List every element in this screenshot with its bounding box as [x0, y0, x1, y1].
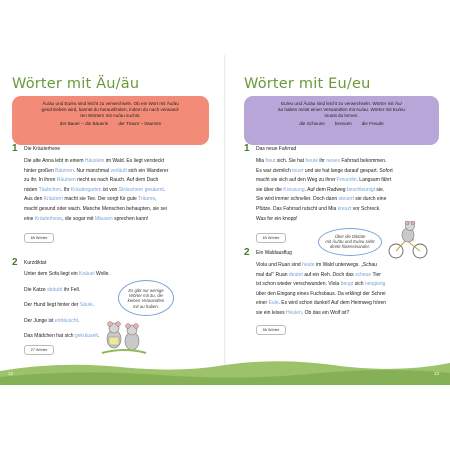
exercise-title: Kurzdiktat [24, 260, 47, 266]
word-count-badge: 27 Wörter [24, 345, 54, 355]
text-line [256, 290, 386, 300]
speech-bubble [118, 280, 174, 316]
text-segment: sie. [374, 186, 385, 193]
rule-example: der Bauer – die Bäuerin [59, 120, 109, 126]
rule-line: musst du lernen. [324, 113, 359, 119]
text-line [24, 267, 110, 283]
dictation-text [24, 267, 110, 345]
text-line [256, 309, 386, 319]
text-line [24, 176, 168, 186]
highlighted-word: sträubt [47, 286, 63, 293]
text-line [24, 157, 168, 167]
text-segment: einer [256, 300, 269, 307]
text-segment: . Auf dem Radweg [304, 186, 347, 193]
text-segment: . [163, 186, 166, 193]
text-segment: riecht es nach Rauch. Auf dem Dach [75, 177, 159, 184]
text-line [256, 186, 393, 196]
text-line [24, 205, 168, 215]
dictation-text [256, 157, 393, 224]
rule-example: der Traum – träumen [118, 120, 162, 126]
text-segment: , [155, 196, 157, 203]
highlighted-word: Kräutern [43, 196, 63, 203]
text-segment: sprechen kann! [112, 215, 149, 222]
text-segment: ist schon wieder verschwunden. Viola [256, 281, 341, 288]
bubble-line: mit Äu/äu und Eu/eu sieht [325, 239, 375, 245]
rule-example: die Freude [361, 120, 384, 126]
bubble-line: Wörter mit äu, die [129, 293, 163, 299]
text-segment: Das Mädchen hat sich [24, 333, 75, 339]
highlighted-word: Kräutergarten [70, 186, 102, 193]
text-segment: Fahrrad bekommen. [339, 158, 387, 164]
page-title: Wörter mit Eu/eu [244, 76, 371, 92]
text-segment: Die alte Anna lebt in einem [24, 158, 85, 164]
highlighted-word: heute [302, 262, 315, 268]
text-line [256, 271, 386, 281]
text-segment: . Ihr [60, 186, 71, 193]
exercise-title: Ein Waldausflug [256, 250, 292, 256]
text-segment: sie über die [256, 186, 284, 193]
text-line [256, 280, 386, 290]
text-segment: Tier [371, 271, 381, 278]
text-segment: macht gesund oder wach. Manche Menschen behaupten, sie sei [24, 205, 167, 212]
highlighted-word: Täubchen [38, 186, 61, 193]
text-segment: mal da!" Ruan [256, 271, 289, 278]
bubble-line: keinen Verwandten [127, 298, 165, 304]
highlighted-word: verläuft [110, 167, 127, 174]
text-segment: . [97, 333, 100, 339]
text-segment: ein [274, 215, 282, 222]
text-segment: . Nur manchmal [73, 167, 111, 174]
highlighted-word: teuer [292, 167, 304, 174]
word-count-badge: 63 Wörter [256, 233, 286, 243]
highlighted-word: Mäusen [94, 215, 113, 222]
text-line [24, 215, 168, 225]
highlighted-word: heute [305, 158, 318, 164]
text-segment: Sie wird immer schneller. Doch dann [256, 196, 339, 203]
text-segment: Pfütze. Das Fahrrad rutscht und Mia [256, 205, 338, 212]
text-segment: Aus den [24, 196, 44, 203]
text-segment: . Langsam fährt [356, 177, 392, 184]
highlighted-word: Säule [79, 302, 93, 308]
exercise-number: 2 [12, 257, 18, 268]
highlighted-word: Kreuzung [283, 186, 305, 193]
meadow-footer [0, 357, 450, 385]
page-number-right: 13 [434, 371, 440, 376]
page-title: Wörter mit Äu/äu [12, 76, 140, 92]
highlighted-word: Räumen [56, 177, 76, 184]
text-segment: Mia [256, 158, 266, 164]
rule-line: ten Wörtern mit Au/au suchst. [80, 113, 141, 119]
bubble-line: Über die Diktate [334, 234, 366, 239]
highlighted-word: steuert [338, 196, 354, 203]
exercise-number: 1 [12, 143, 18, 154]
text-segment: zu ihr. In ihren [24, 177, 57, 184]
text-segment: macht sie sich auf den Weg zu ihrer [256, 177, 337, 184]
rule-box [244, 96, 439, 145]
text-segment: eine [24, 215, 35, 222]
text-line [24, 195, 168, 205]
word-count-badge: 56 Wörter [256, 325, 286, 335]
text-segment: . Ob das ein Wolf ist? [301, 309, 350, 316]
highlighted-word: gekräuselt [74, 333, 98, 339]
text-segment: sich [353, 281, 365, 288]
text-line [24, 283, 110, 299]
text-line [24, 186, 168, 196]
speech-bubble [318, 228, 382, 256]
page-number-left: 12 [8, 371, 14, 376]
text-segment: über den Eingang eines Fuchsbaus. Da erklingt der Schrei [256, 290, 386, 297]
highlighted-word: beugt [340, 281, 354, 288]
rule-example: die Scheune [299, 120, 325, 126]
text-line [256, 261, 386, 271]
text-line [24, 314, 110, 330]
text-segment: ihr Fell. [62, 286, 81, 293]
text-line [256, 215, 393, 225]
highlighted-word: Heulen [286, 309, 302, 316]
text-segment: Es war ziemlich [256, 167, 293, 174]
bubble-line: mit au haben. [132, 303, 160, 309]
text-segment: ihr [318, 158, 327, 164]
text-line [256, 299, 386, 309]
text-segment: auf ein Reh. Doch das [302, 271, 356, 278]
highlighted-word: Knäuel [79, 271, 95, 277]
bubble-line: direkt hintereinander. [329, 244, 371, 250]
text-segment: im Wald. Es liegt versteckt [104, 158, 165, 164]
highlighted-word: scheue [355, 271, 372, 278]
text-line [256, 176, 393, 186]
text-segment: vor Schreck. [351, 205, 381, 212]
highlighted-word: Eule [268, 300, 279, 307]
exercise-number: 1 [244, 143, 250, 154]
rule-line: Äu/äu und Eu/eu sind leicht zu verwechseln. Ob ein Wort mit Äu/äu [42, 101, 179, 106]
text-line [256, 157, 393, 167]
text-segment: Der Hund liegt hinter der [24, 302, 80, 308]
text-segment: Viola und Ruan sind [256, 262, 303, 268]
highlighted-word: Häuslein [84, 158, 105, 164]
highlighted-word: kreuzt [337, 205, 352, 212]
rule-line: Eu/eu und Äu/äu sind leicht zu verwechseln. Wörter mit Äu/ [281, 101, 402, 106]
text-segment: im Wald unterwegs. „Schau [314, 262, 377, 268]
highlighted-word: Freundin [336, 177, 357, 184]
text-line [256, 167, 393, 177]
text-segment: Unter dem Sofa liegt ein [24, 271, 80, 277]
highlighted-word: freut [265, 158, 276, 164]
rule-line: geschrieben wird, kannst du herausfinden, indem du nach verwand- [41, 107, 180, 113]
text-segment: sich. Sie hat [275, 158, 306, 164]
text-segment: knopp! [281, 215, 298, 222]
text-segment: Wolle. [94, 271, 110, 277]
exercise-title: Die Kräuterhexe [24, 146, 61, 152]
highlighted-word: beschleunigt [346, 186, 375, 193]
rule-example: bereuen [334, 120, 352, 126]
text-segment: hinter großen [24, 167, 56, 174]
dictation-text [256, 261, 386, 319]
text-segment: sie durch eine [353, 196, 387, 203]
highlighted-word: Träume [138, 196, 156, 203]
text-line [24, 298, 110, 314]
text-segment: ist von [101, 186, 119, 193]
highlighted-word: enttäuscht [54, 317, 78, 324]
text-segment: Die Katze [24, 286, 48, 293]
text-segment: , die sogar mit [62, 215, 95, 222]
text-segment: Der Junge ist [24, 317, 55, 324]
exercise-title: Das neue Fahrrad [256, 146, 297, 152]
mice-illustration [97, 317, 148, 357]
highlighted-word: Bäumen [55, 167, 74, 174]
text-line [24, 167, 168, 177]
mouse-on-bicycle-illustration [386, 220, 430, 260]
dictation-text [24, 157, 168, 224]
highlighted-word: neues [326, 158, 340, 164]
highlighted-word: deutet [288, 271, 303, 278]
text-line [24, 329, 110, 345]
text-segment: Was for [256, 215, 275, 222]
text-segment: sie ein leises [256, 309, 287, 316]
highlighted-word: neugierig [364, 281, 386, 288]
text-segment: nisten [24, 186, 39, 193]
text-segment: . [92, 302, 95, 308]
text-line [256, 195, 393, 205]
text-segment: und sie hat lange darauf gespart. Sofort [303, 167, 393, 174]
highlighted-word: Sträuchern gesäumt [118, 186, 164, 193]
text-segment: macht sie Tee. Der sorgt für gute [62, 196, 139, 203]
text-segment: . Es wird schon dunkel! Auf dem Heimweg hören [278, 300, 387, 307]
bubble-line: Es gibt nur wenige [128, 288, 164, 293]
right-page [226, 55, 450, 385]
exercise-number: 2 [244, 247, 250, 258]
text-segment: sich ein Wanderer [126, 167, 169, 174]
highlighted-word: Kräuterhexe [34, 215, 63, 222]
rule-line: äu haben meist einen Verwandten mit Au/au. Wörter mit Eu/eu [278, 107, 405, 113]
rule-box [12, 96, 209, 145]
text-line [256, 205, 393, 215]
left-page [0, 55, 225, 385]
text-segment: . [77, 317, 80, 324]
word-count-badge: 69 Wörter [24, 233, 54, 243]
